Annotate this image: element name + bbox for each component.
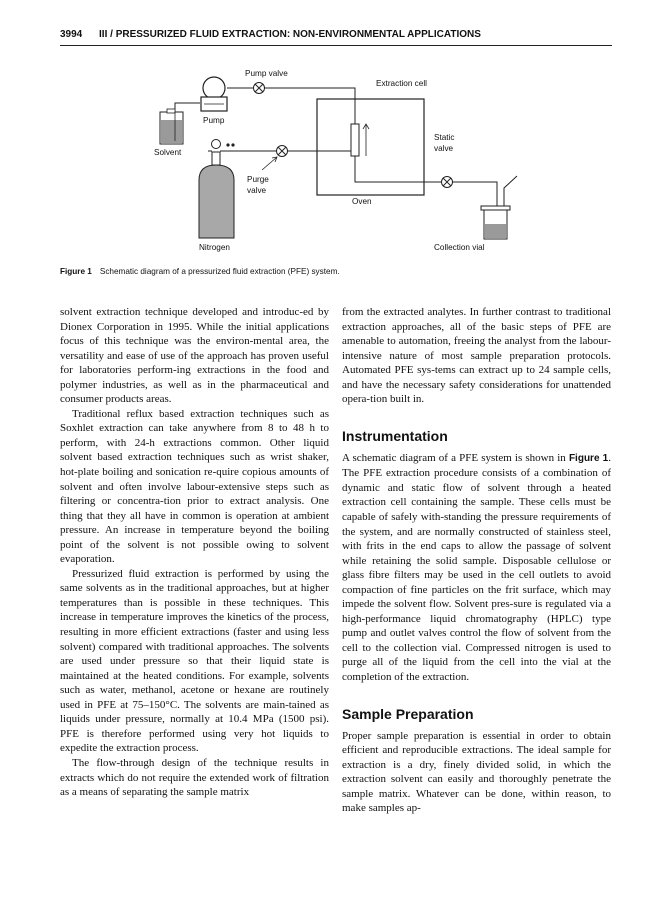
figure-caption-text: Schematic diagram of a pressurized fluid extraction (PFE) system. [99, 267, 340, 276]
solvent-reservoir-icon [160, 109, 183, 144]
page-number: 3994 [60, 29, 83, 40]
right-paragraph-1: from the extracted analytes. In further contrast to traditional extraction approaches, all of the basic steps of PFE are amenable to automation, freeing the analyst from the labour-intensive nature of most sample preparation protocols. Automated PFE sys-tems can extract up to 24 sample cells, and have the necessary safety considerations for unattended opera-tion built in. [342, 306, 611, 406]
left-paragraph-4: The flow-through design of the technique results in extracts which do not require the extended work of filtration as a means of separating the sample matrix [60, 756, 329, 799]
heading-sample-preparation: Sample Preparation [342, 705, 474, 722]
right-paragraph-2 [342, 451, 611, 685]
static-valve-label-line1: Static [434, 133, 455, 142]
pump-valve-label: Pump valve [245, 69, 288, 78]
collection-vial-icon [481, 206, 510, 239]
left-paragraph-3: Pressurized fluid extraction is performed by using the same solvents as in the traditional approaches, but at higher temperatures than is possible in these techniques. This increase in temperature improves the kinetics of the process, resulting in more efficient extractions (faster and using less solvent) compared with traditional approaches. The solvents are used under pressure so that their liquid state is maintained at the heated conditions. For example, solvents such as water, methanol, acetone or hexane are routinely used in PFE at 75–150°C. The solvents are main-tained as liquids under pressure, normally at 10.4 MPa (1500 psi). PFE is therefore performed using very hot liquids to expedite the extraction process. [60, 567, 329, 755]
purge-valve-label-line1: Purge [247, 175, 269, 184]
static-valve-label-line2: valve [434, 144, 454, 153]
oven-box [317, 99, 424, 195]
purge-valve-label-line2: valve [247, 186, 267, 195]
right-column [342, 305, 611, 816]
right-paragraph-3: Proper sample preparation is essential in order to obtain efficient and reproducible extractions. The ideal sample for extraction is a dry, finely divided solid, in which the extraction solvent can easily and thoroughly penetrate the sample matrix. Whatever can be done, within reason, to make samples ap- [342, 729, 611, 815]
purge-valve-icon [277, 146, 288, 157]
extraction-cell-label: Extraction cell [376, 79, 427, 88]
left-paragraph-2: Traditional reflux based extraction techniques such as Soxhlet extraction can take anywhere from 8 to 48 h to perform, with 24-h extractions common. Other liquid solvent based extraction techniques such as wrist shaker, hot-plate boiling and sonication re-quire copious amounts of solvent and often involve labour-extensive steps such as filtering or concentra-tion prior to extract analysis. One thing that they all have in common is operation at ambient pressure. An increase in temperature beyond the boiling point of the solvent is not possible owing to solvent evaporation. [60, 407, 329, 566]
running-title: III / PRESSURIZED FLUID EXTRACTION: NON-ENVIRONMENTAL APPLICATIONS [99, 29, 481, 40]
pipe-pump-to-cell [227, 88, 355, 124]
heading-instrumentation: Instrumentation [342, 427, 448, 444]
figure-1-reference[interactable]: Figure 1 [568, 452, 609, 464]
solvent-label: Solvent [154, 148, 182, 157]
pfe-schematic-diagram [0, 0, 668, 300]
static-valve-icon [442, 177, 453, 188]
nitrogen-cylinder-icon [199, 140, 238, 239]
left-paragraph-1: solvent extraction technique developed and introduc-ed by Dionex Corporation in 1995. While the initial applications focus of this technique was the environ-mental area, the versatility and ease of use of the approach has proven useful for laboratories perform-ing extractions in the food and polymer industries, as well as in the pharmaceutical and consumer products areas. [60, 306, 329, 406]
pump-valve-icon [254, 83, 265, 94]
collection-vial-label: Collection vial [434, 243, 485, 252]
nitrogen-label: Nitrogen [199, 243, 230, 252]
figure-caption-label: Figure 1 [60, 267, 92, 276]
oven-label: Oven [352, 197, 372, 206]
extraction-cell [351, 124, 359, 156]
figure-caption [60, 267, 612, 276]
pump-icon [201, 77, 227, 111]
left-column [60, 305, 329, 800]
right-paragraph-2-start: A schematic diagram of a PFE system is shown in [342, 451, 569, 464]
pipe-cell-to-vial [355, 156, 497, 213]
pump-label: Pump [203, 116, 225, 125]
right-paragraph-2-rest: . The PFE extraction procedure consists of a combination of dynamic and static flow of solvent through a heated extraction cell containing the sample. These cells must be capable of safely with-standing the pressure requirements of the system, and are normally constructed of stainless steel, with frits in the end caps to allow the passage of solvent while retaining the solid sample. Disposable cellulose or glass fibre filters may be used in the cell outlets to avoid compaction of fine particles on the frit surface, which may impede the solvent flow. Solvent pres-sure is regulated via a high-performance liquid chromatography (HPLC) type pump and outlet valves control the flow of solvent from the cell to the collection vial. Compressed nitrogen is used to purge all of the liquid from the cell into the vial at the completion of the extraction. [342, 451, 611, 684]
pipe-solvent-in [175, 103, 200, 112]
